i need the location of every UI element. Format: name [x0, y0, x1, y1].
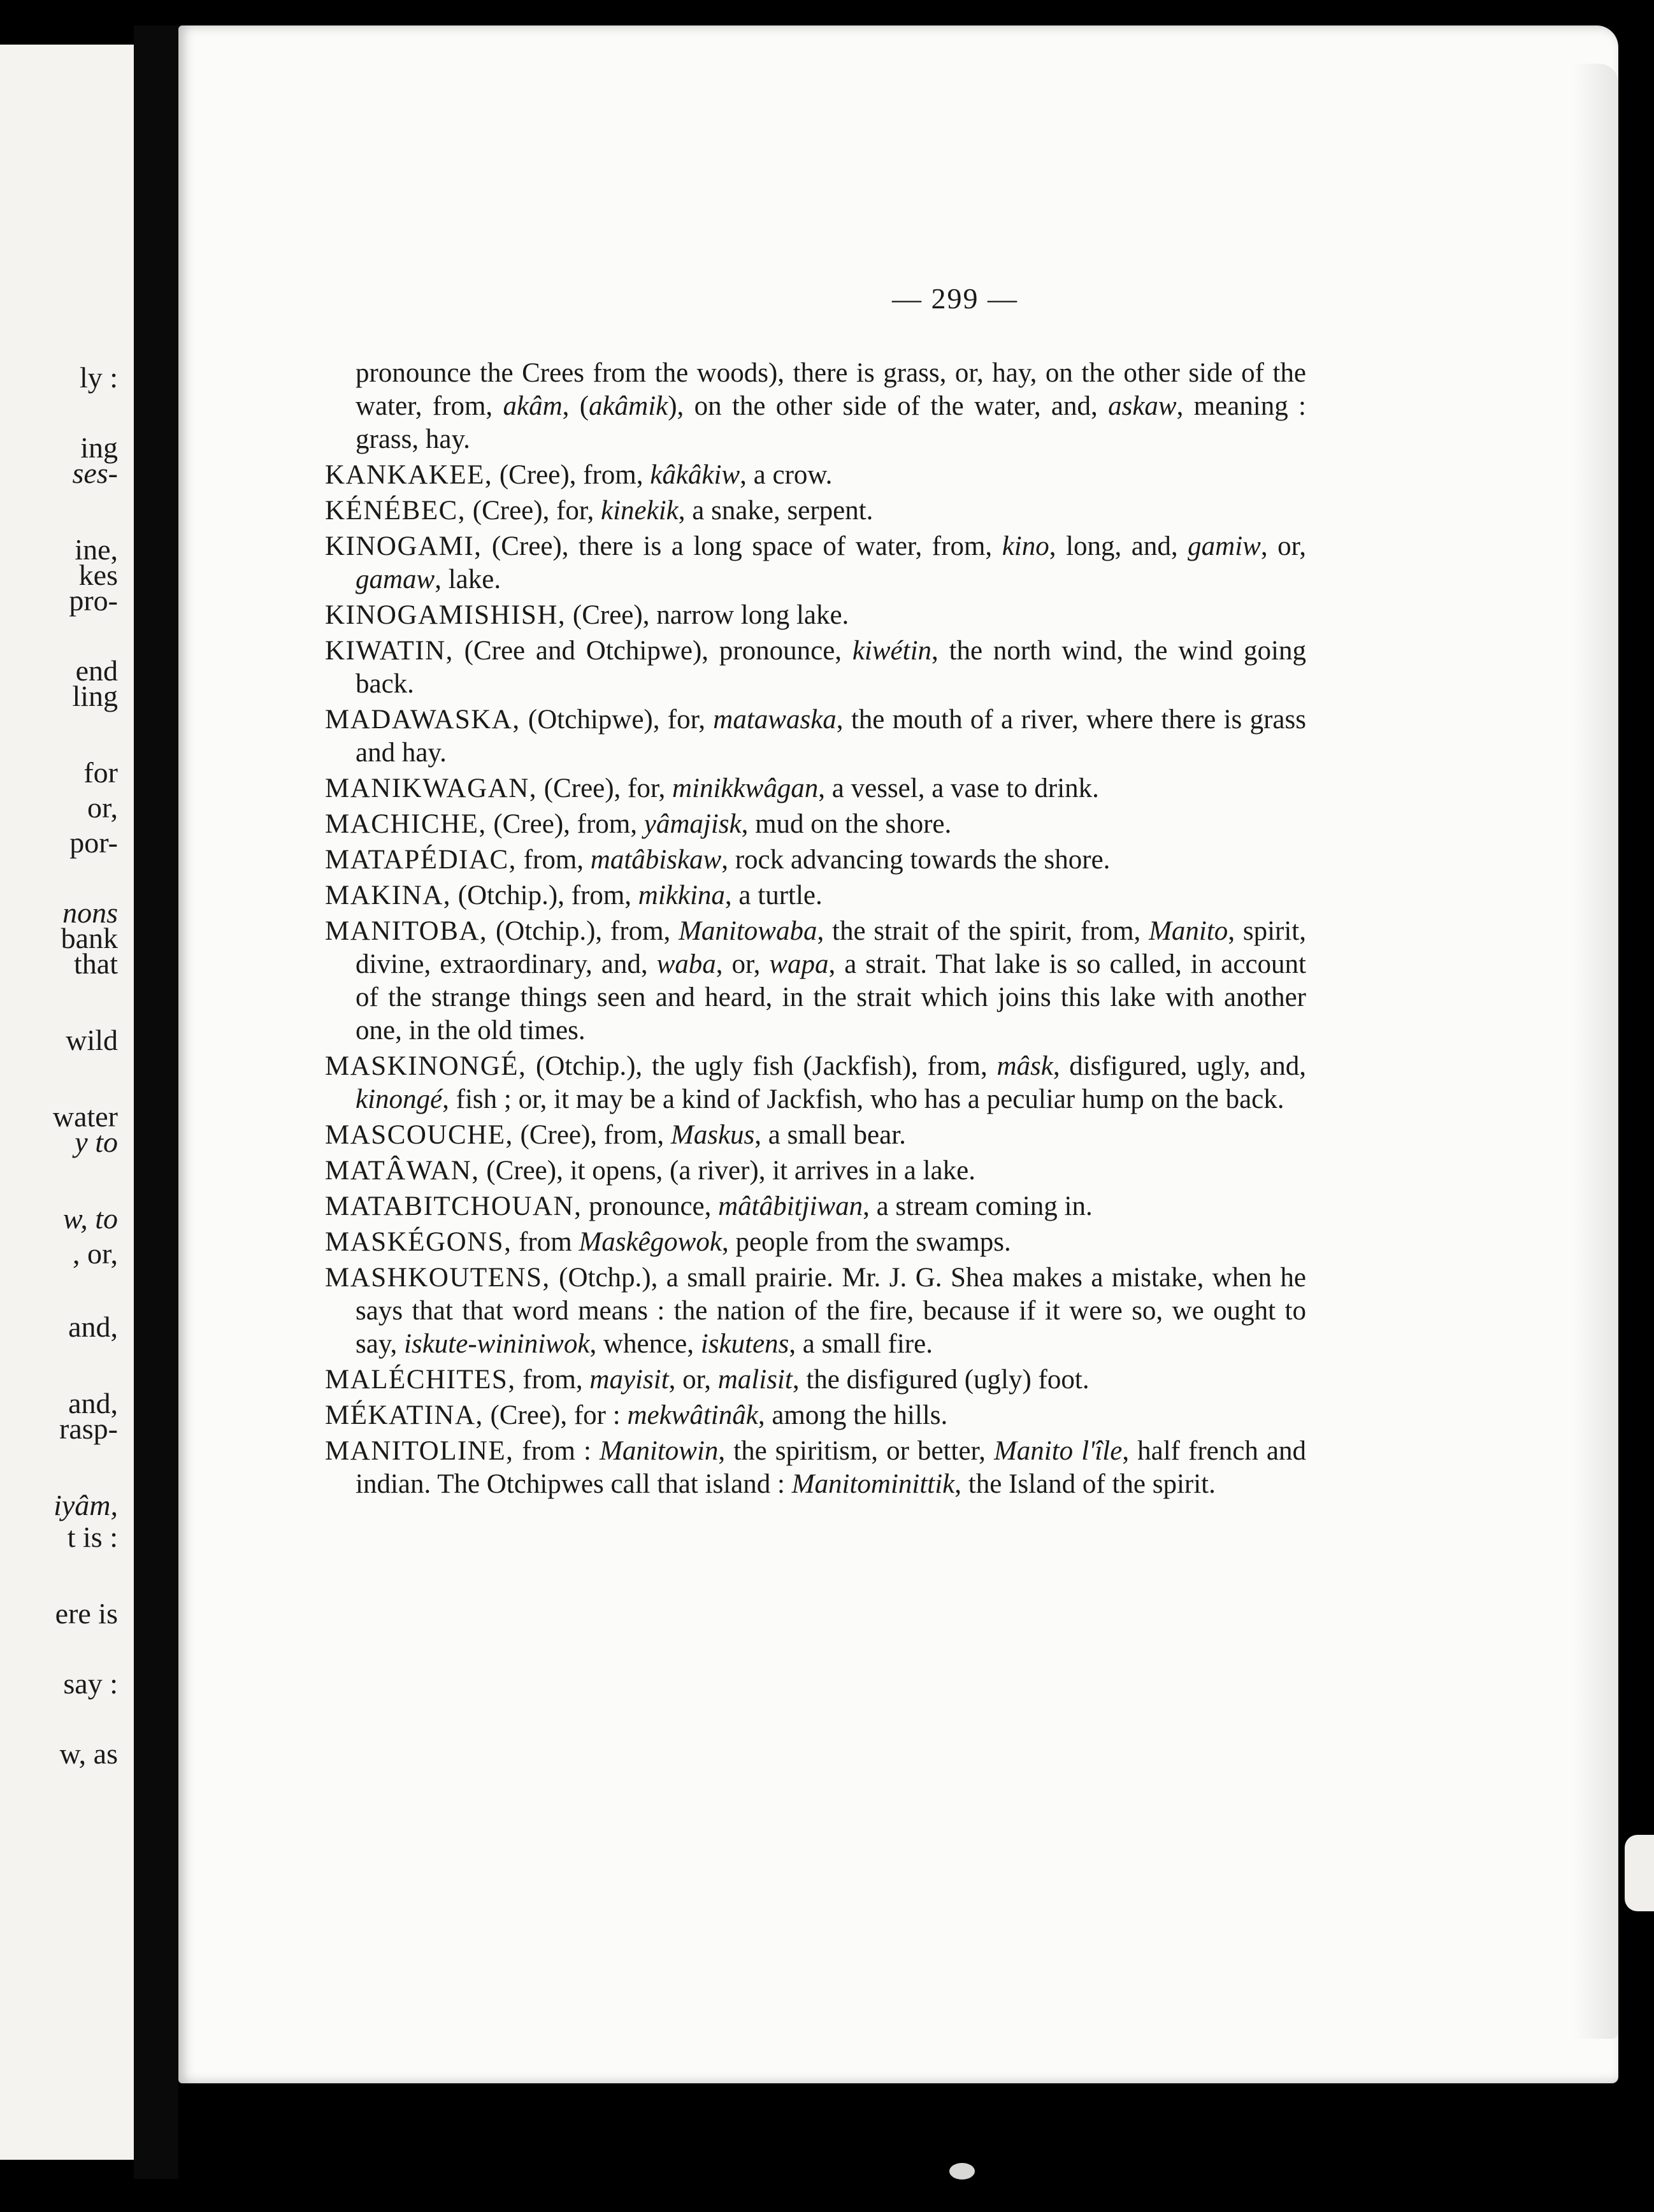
entry-text: (Cree), for,	[537, 773, 672, 803]
left-page-fragment: and,	[68, 1311, 118, 1343]
entry-text: , rock advancing towards the shore.	[721, 845, 1111, 875]
entry-headword: MALÉCHITES,	[325, 1365, 516, 1395]
entry-headword: MATAPÉDIAC,	[325, 845, 517, 875]
entry-headword: MACHICHE,	[325, 809, 487, 839]
left-page-fragment: ine,	[75, 533, 118, 566]
left-page-fragment: that	[74, 947, 118, 980]
entry-text: , the north wind, the wind going back.	[356, 636, 1307, 699]
entry-text: from,	[515, 1365, 590, 1395]
dictionary-entry	[325, 1050, 1306, 1116]
entry-headword: MATABITCHOUAN,	[325, 1191, 582, 1221]
entry-text: (Otchip.), the ugly fish (Jackfish), from,	[526, 1051, 997, 1081]
entry-native-word: Maskêgowok	[579, 1227, 722, 1257]
dictionary-entry	[325, 1261, 1306, 1361]
entry-text: , the strait of the spirit, from,	[817, 916, 1149, 946]
dictionary-entry	[325, 1226, 1306, 1259]
page-number: — 299 —	[892, 282, 1018, 315]
entry-continuation	[325, 357, 1306, 456]
left-page-fragment: t is :	[67, 1521, 118, 1553]
dictionary-entry	[325, 1399, 1306, 1432]
dictionary-entry	[325, 844, 1306, 877]
left-page-fragment: y to	[75, 1126, 118, 1158]
entry-native-word: Manito	[1149, 916, 1228, 946]
entry-text: , a small fire.	[789, 1329, 933, 1359]
left-page-fragment: por-	[69, 826, 118, 859]
entry-text: (Cree), there is a long space of water, from,	[482, 531, 1002, 561]
entry-headword: KÉNÉBEC,	[325, 496, 466, 526]
entry-native-word: akâm	[503, 391, 563, 421]
entry-text: , a crow.	[740, 460, 833, 490]
entry-headword: KANKAKEE,	[325, 460, 493, 490]
entry-native-word: mayisit	[589, 1365, 669, 1395]
entry-text: , the Island of the spirit.	[954, 1469, 1216, 1499]
entry-headword: MANITOLINE,	[325, 1436, 514, 1466]
entry-text: pronounce,	[582, 1191, 719, 1221]
entry-native-word: askaw	[1108, 391, 1177, 421]
entry-text: , the mouth of a river, where there is grass and hay.	[356, 705, 1306, 768]
entry-text: , whence,	[589, 1329, 701, 1359]
entry-headword: MASKÉGONS,	[325, 1227, 512, 1257]
entry-text: , or,	[668, 1365, 718, 1395]
entry-native-word: Manitowaba	[679, 916, 817, 946]
left-page-fragment: or,	[87, 791, 118, 824]
entry-text: (Otchp.), a small prairie. Mr. J. G. Shea makes a mistake, when he says that that word means : the nation of the fire, because if it were so, we ought to say,	[356, 1263, 1306, 1359]
entry-text: , a snake, serpent.	[678, 496, 874, 526]
left-page-fragment: bank	[61, 922, 118, 954]
entry-headword: KIWATIN,	[325, 636, 454, 666]
left-page-fragment: wild	[66, 1024, 118, 1056]
entry-native-word: mikkina	[638, 880, 725, 910]
dictionary-entry	[325, 1119, 1306, 1152]
entry-text: , fish ; or, it may be a kind of Jackfish, who has a peculiar hump on the back.	[442, 1084, 1284, 1114]
left-page-fragment: ing	[80, 431, 118, 464]
entry-native-word: gamiw	[1188, 531, 1261, 561]
left-page-fragment: kes	[78, 559, 118, 591]
left-page-fragment: and,	[68, 1387, 118, 1419]
entry-headword: KINOGAMI,	[325, 531, 482, 561]
dictionary-entry	[325, 915, 1306, 1047]
entry-native-word: matâbiskaw	[590, 845, 722, 875]
entry-text: , meaning : grass, hay.	[356, 391, 1307, 454]
entry-text: , the disfigured (ugly) foot.	[792, 1365, 1089, 1395]
entry-native-word: mâtâbitjiwan	[718, 1191, 863, 1221]
entry-text: , or,	[716, 949, 770, 979]
entry-text: (Otchip.), from,	[487, 916, 679, 946]
entry-native-word: Maskus	[670, 1120, 755, 1150]
ink-smudge	[949, 2163, 975, 2180]
entry-text: , a turtle.	[724, 880, 823, 910]
entry-text: , a stream coming in.	[863, 1191, 1093, 1221]
entry-native-word: gamaw	[356, 564, 435, 594]
entry-native-word: waba	[656, 949, 716, 979]
entry-text: , a vessel, a vase to drink.	[818, 773, 1099, 803]
left-page-fragment: pro-	[69, 584, 118, 617]
left-page-fragment: end	[75, 654, 118, 687]
entry-native-word: kino	[1002, 531, 1049, 561]
dictionary-entry	[325, 1363, 1306, 1397]
entry-text: (Otchipwe), for,	[520, 705, 714, 735]
entry-text: from :	[514, 1436, 600, 1466]
entry-text: pronounce the Crees from the woods), there is grass, or, hay, on the other side of the water, from,	[356, 358, 1306, 421]
dictionary-entry	[325, 635, 1306, 701]
dictionary-entry	[325, 703, 1306, 770]
entry-text: , lake.	[435, 564, 501, 594]
entry-headword: MÉKATINA,	[325, 1400, 484, 1430]
dictionary-entry	[325, 1190, 1306, 1223]
left-page-fragment: for	[83, 756, 118, 789]
entry-native-word: kinongé	[356, 1084, 443, 1114]
entry-native-word: mekwâtinâk	[627, 1400, 758, 1430]
entry-text: (Otchip.), from,	[451, 880, 638, 910]
entry-text: (Cree), for,	[466, 496, 601, 526]
entry-text: , or,	[1260, 531, 1306, 561]
left-page-fragment: ling	[72, 680, 118, 712]
entry-headword: MASKINONGÉ,	[325, 1051, 527, 1081]
entry-text: , half french and indian. The Otchipwes call that island :	[356, 1436, 1306, 1499]
entry-native-word: wapa	[769, 949, 829, 979]
entry-native-word: iskute-wininiwok	[404, 1329, 590, 1359]
entry-text: , a small bear.	[754, 1120, 906, 1150]
left-page-fragment: rasp-	[59, 1412, 118, 1445]
left-page-fragment: w, as	[59, 1737, 118, 1770]
left-page-fragment: ly :	[79, 361, 118, 394]
left-page-fragment: iyâm,	[54, 1489, 118, 1521]
entry-text: (Cree), from,	[513, 1120, 671, 1150]
entry-native-word: yâmajisk	[644, 809, 742, 839]
entry-text: , a strait. That lake is so called, in account of the strange things seen and heard, in the strait which joins this lake with another one, in the old times.	[356, 949, 1306, 1045]
entry-native-word: malisit	[717, 1365, 793, 1395]
entry-text: , disfigured, ugly, and,	[1053, 1051, 1307, 1081]
entry-text: (Cree), from,	[486, 809, 644, 839]
dictionary-entry	[325, 494, 1306, 528]
entry-native-word: Manito l'île	[993, 1436, 1123, 1466]
dictionary-entry	[325, 459, 1306, 492]
left-page-fragments	[0, 45, 137, 2160]
entry-text: , people from the swamps.	[721, 1227, 1011, 1257]
entry-headword: MAKINA,	[325, 880, 452, 910]
entry-text: (Cree), for :	[483, 1400, 628, 1430]
page-corner-fold	[1625, 1835, 1654, 1911]
dictionary-entry	[325, 879, 1306, 912]
entry-native-word: Manitowin	[600, 1436, 719, 1466]
dictionary-entry	[325, 1435, 1306, 1501]
left-page-fragment: ere is	[55, 1597, 118, 1630]
entry-native-word: kiwétin	[852, 636, 932, 666]
left-page-fragment: , or,	[73, 1237, 118, 1270]
entry-text: from,	[516, 845, 591, 875]
left-page-fragment: water	[52, 1100, 118, 1133]
book-spine	[134, 25, 178, 2179]
entry-native-word: minikkwâgan	[672, 773, 819, 803]
entry-text: (Cree), it opens, (a river), it arrives in a lake.	[479, 1156, 975, 1186]
entry-text: ), on the other side of the water, and,	[668, 391, 1109, 421]
entry-native-word: Manitominittik	[791, 1469, 955, 1499]
entry-text: , spirit, divine, extraordinary, and,	[356, 916, 1306, 979]
entry-headword: MASCOUCHE,	[325, 1120, 514, 1150]
entry-headword: MASHKOUTENS,	[325, 1263, 550, 1293]
dictionary-entry	[325, 772, 1306, 805]
entry-native-word: kinekik	[601, 496, 679, 526]
page-edge-shade	[1574, 64, 1618, 2039]
entry-text: , long, and,	[1049, 531, 1188, 561]
dictionary-entry	[325, 530, 1306, 596]
dictionary-entry	[325, 599, 1306, 632]
entry-text: (Cree and Otchipwe), pronounce,	[453, 636, 852, 666]
entry-text: , mud on the shore.	[741, 809, 952, 839]
entry-native-word: akâmik	[589, 391, 668, 421]
book-page	[178, 25, 1618, 2083]
dictionary-entry	[325, 1154, 1306, 1188]
left-page-fragment: ses-	[72, 457, 118, 489]
entry-native-word: mâsk	[996, 1051, 1053, 1081]
left-page-fragment: say :	[63, 1667, 118, 1700]
entry-text: , the spiritism, or better,	[718, 1436, 994, 1466]
left-facing-page	[0, 45, 137, 2160]
entry-text: from	[512, 1227, 579, 1257]
entry-text: , among the hills.	[758, 1400, 948, 1430]
entry-headword: MANITOBA,	[325, 916, 488, 946]
entry-native-word: iskutens	[700, 1329, 789, 1359]
entry-native-word: matawaska	[713, 705, 837, 735]
entry-headword: KINOGAMISHISH,	[325, 600, 566, 630]
dictionary-entries	[325, 357, 1306, 1504]
entry-text: , (	[562, 391, 589, 421]
left-page-fragment: w, to	[62, 1202, 118, 1235]
entry-text: (Cree), from,	[493, 460, 651, 490]
dictionary-entry	[325, 808, 1306, 841]
entry-native-word: kâkâkiw	[650, 460, 740, 490]
entry-headword: MADAWASKA,	[325, 705, 521, 735]
entry-headword: MATÂWAN,	[325, 1156, 480, 1186]
entry-headword: MANIKWAGAN,	[325, 773, 537, 803]
left-page-fragment: nons	[62, 896, 118, 929]
entry-text: (Cree), narrow long lake.	[566, 600, 849, 630]
